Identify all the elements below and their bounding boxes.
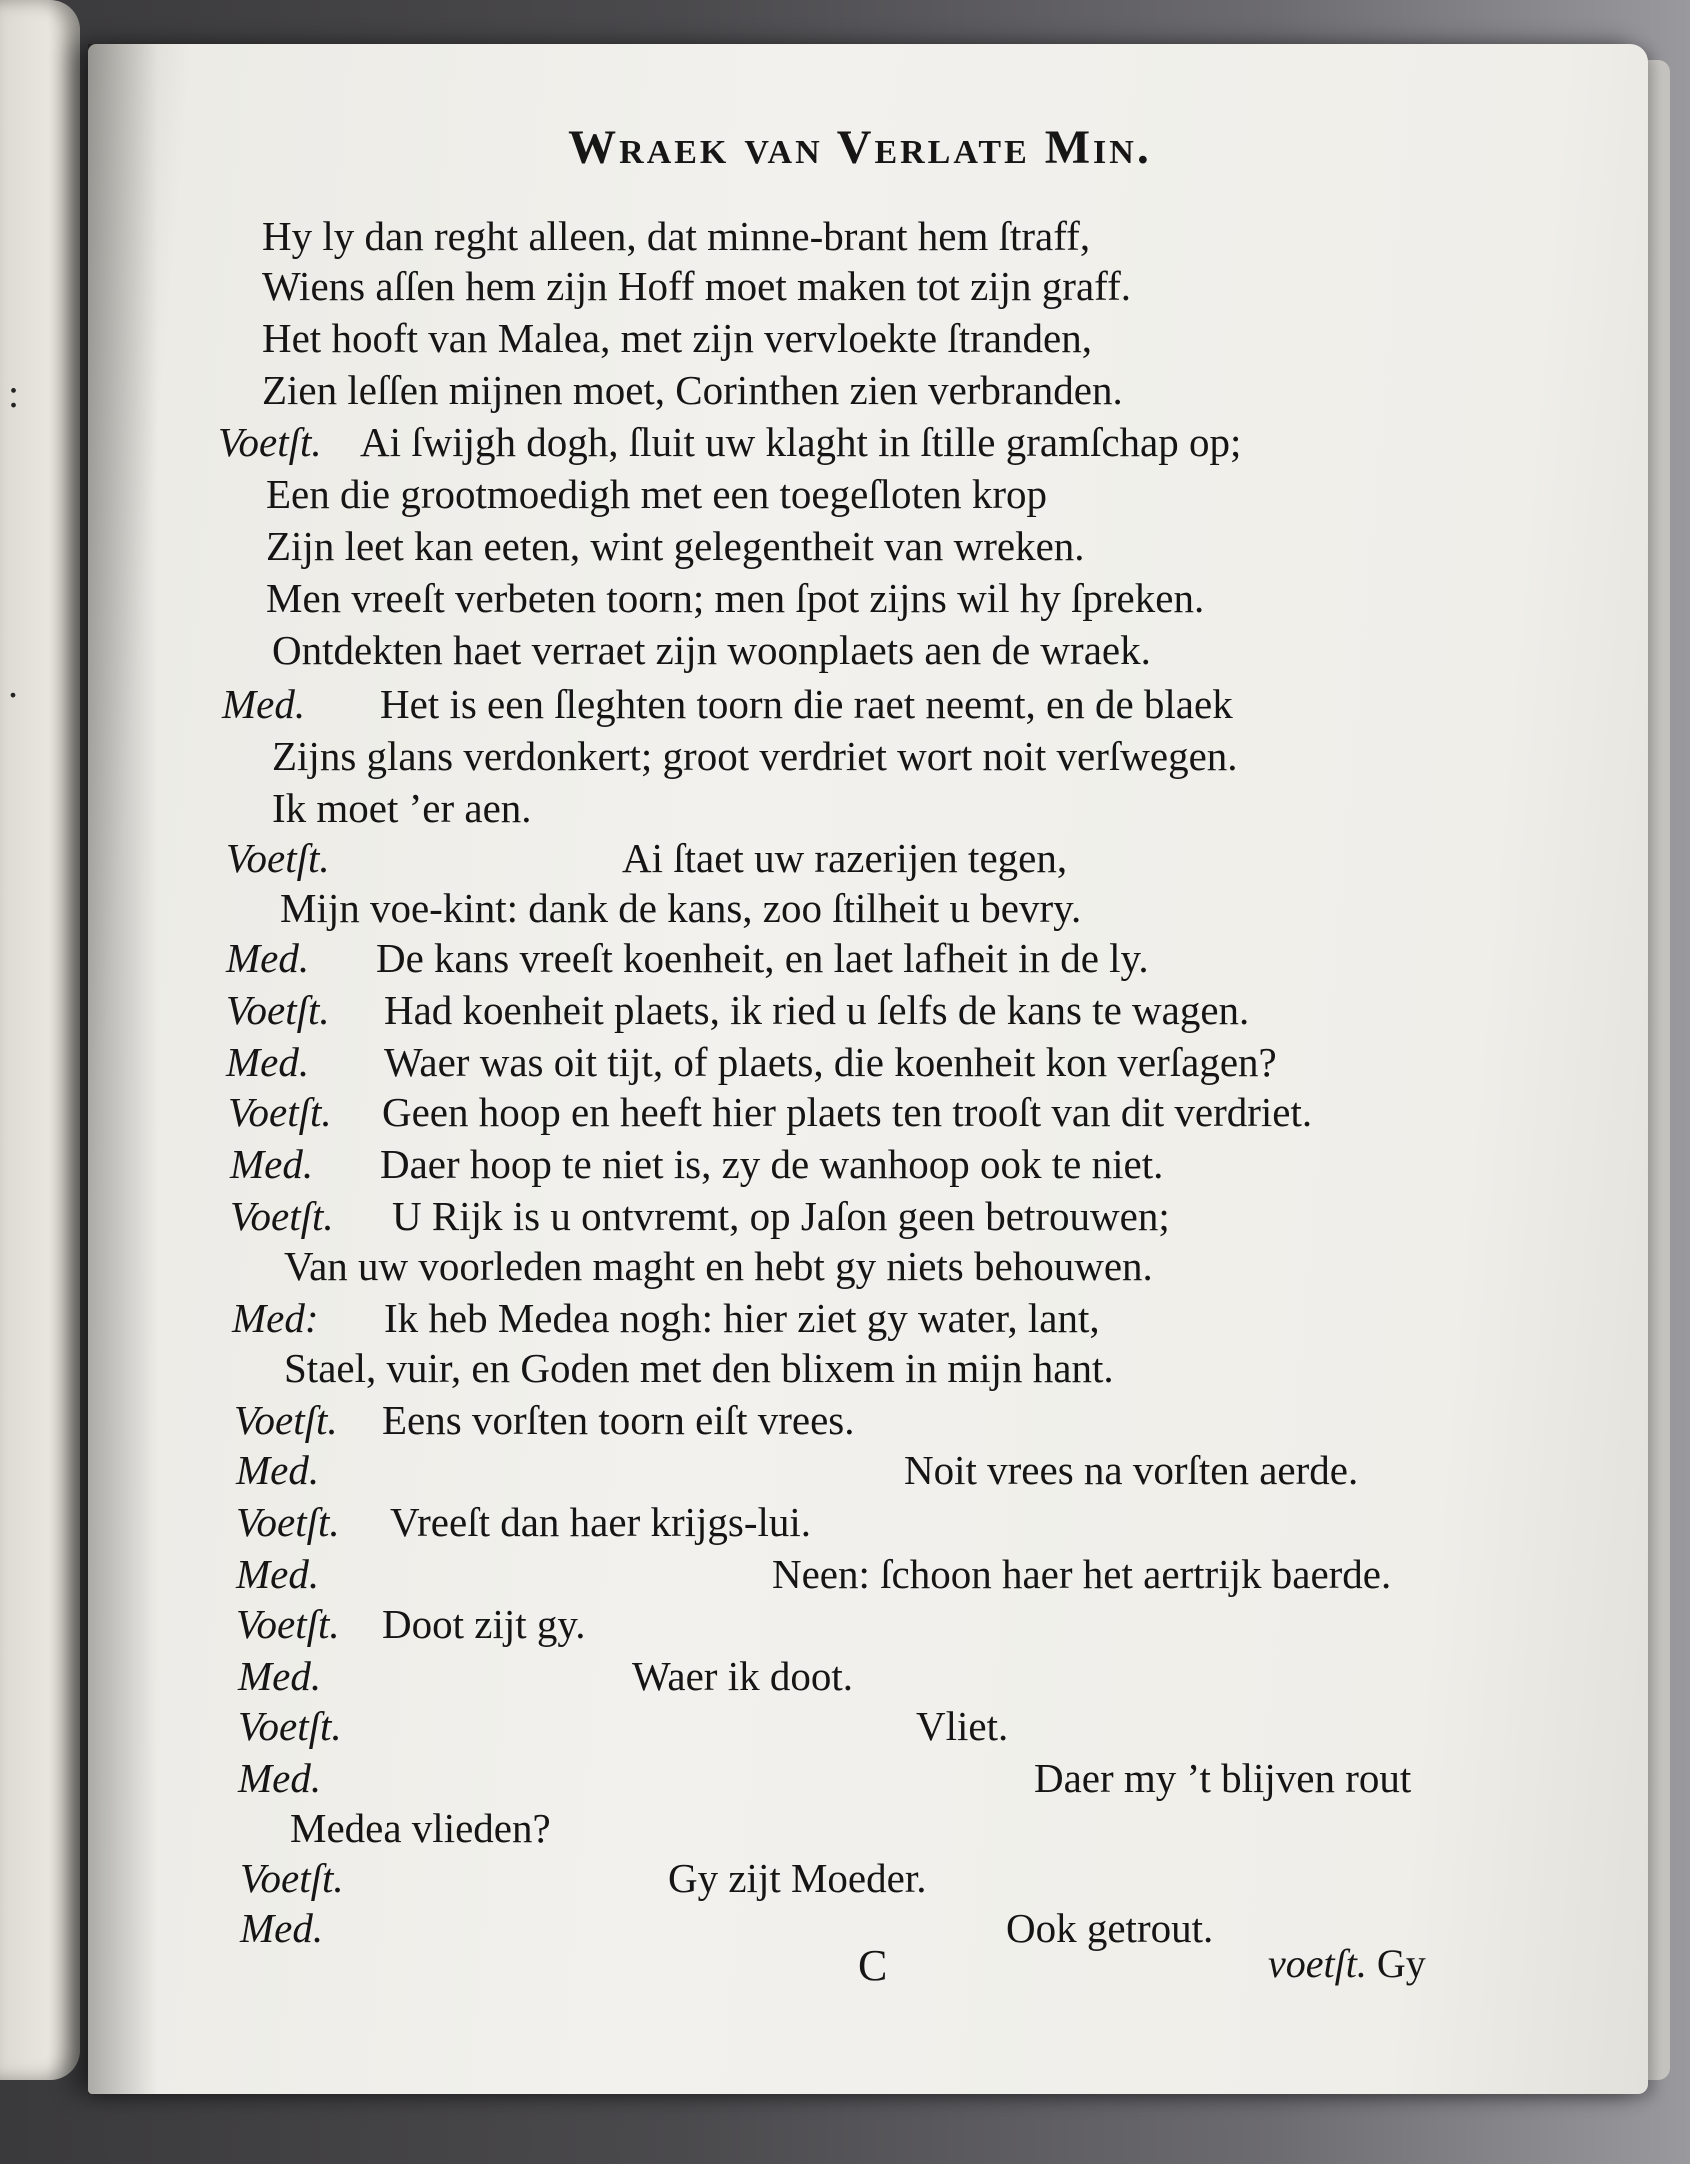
verse-text: Hy ly dan reght alleen, dat minne-brant hem ſtraff, <box>262 213 1091 259</box>
verse-text: Waer was oit tijt, of plaets, die koenheit kon verſagen? <box>384 1039 1277 1085</box>
verse-text: Zijns glans verdonkert; groot verdriet wort noit verſwegen. <box>272 733 1238 779</box>
speaker-label: Med. <box>226 1039 310 1085</box>
verse-text: Ai ſwijgh dogh, ſluit uw klaght in ſtille gramſchap op; <box>360 419 1242 465</box>
signature-mark: C <box>858 1941 888 1990</box>
verse-text: Mijn voe-kint: dank de kans, zoo ſtilheit u bevry. <box>280 885 1082 931</box>
speaker-label: Voetſt. <box>226 987 330 1033</box>
catchword-speaker: voetſt. <box>1268 1941 1367 1986</box>
verse-text: Zijn leet kan eeten, wint gelegentheit van wreken. <box>266 523 1085 569</box>
verse-text: Ai ſtaet uw razerijen tegen, <box>622 835 1068 881</box>
catchword <box>1268 1940 1426 1987</box>
verse-text: Het hooft van Malea, met zijn vervloekte ſtranden, <box>262 315 1092 361</box>
speaker-label: Med: <box>232 1295 319 1341</box>
speaker-label: Voetſt. <box>236 1601 340 1647</box>
verse-text: Daer my ’t blijven rout <box>1034 1755 1412 1801</box>
verse-text: Ontdekten haet verraet zijn woonplaets aen de wraek. <box>272 627 1151 673</box>
speaker-label: Voetſt. <box>218 419 322 465</box>
verse-text: Vliet. <box>916 1703 1009 1749</box>
verse-text: Medea vlieden? <box>290 1805 551 1851</box>
verse-text: U Rijk is u ontvremt, op Jaſon geen betrouwen; <box>392 1193 1170 1239</box>
verse-text: Gy zijt Moeder. <box>668 1855 927 1901</box>
previous-page-fragment: : <box>8 371 20 416</box>
speaker-label: Voetſt. <box>236 1499 340 1545</box>
verse-text: Het is een ſleghten toorn die raet neemt, en de blaek <box>380 681 1233 727</box>
verse-text: Had koenheit plaets, ik ried u ſelfs de kans te wagen. <box>384 987 1250 1033</box>
verse-text: Stael, vuir, en Goden met den blixem in mijn hant. <box>284 1345 1114 1391</box>
verse-text: Daer hoop te niet is, zy de wanhoop ook te niet. <box>380 1141 1164 1187</box>
verse-text: Ik heb Medea nogh: hier ziet gy water, lant, <box>384 1295 1100 1341</box>
verse-text: Noit vrees na vorſten aerde. <box>904 1447 1359 1493</box>
verse-text: Zien leſſen mijnen moet, Corinthen zien verbranden. <box>262 367 1123 413</box>
speaker-label: Med. <box>230 1141 314 1187</box>
verse-text: De kans vreeſt koenheit, en laet lafheit in de ly. <box>376 935 1149 981</box>
previous-page-fragment: . <box>8 661 18 706</box>
speaker-label: Voetſt. <box>228 1089 332 1135</box>
speaker-label: Voetſt. <box>226 835 330 881</box>
speaker-label: Med. <box>238 1755 322 1801</box>
speaker-label: Med. <box>236 1447 320 1493</box>
speaker-label: Med. <box>236 1551 320 1597</box>
speaker-label: Voetſt. <box>240 1855 344 1901</box>
verse-text: Vreeſt dan haer krijgs-lui. <box>390 1499 812 1545</box>
verse-text: Waer ik doot. <box>632 1653 853 1699</box>
previous-page-edge <box>0 0 80 2080</box>
speaker-label: Med. <box>240 1905 324 1951</box>
verse-text: Men vreeſt verbeten toorn; men ſpot zijns wil hy ſpreken. <box>266 575 1205 621</box>
verse-text: Een die grootmoedigh met een toegeſloten krop <box>266 471 1048 517</box>
verse-text: Ook getrout. <box>1006 1905 1214 1951</box>
verse-text: Ik moet ’er aen. <box>272 785 532 831</box>
verse-text: Neen: ſchoon haer het aertrijk baerde. <box>772 1551 1392 1597</box>
verse-text: Eens vorſten toorn eiſt vrees. <box>382 1397 855 1443</box>
verse-text: Van uw voorleden maght en hebt gy niets behouwen. <box>284 1243 1153 1289</box>
catchword-text: Gy <box>1376 1941 1426 1986</box>
verse-text: Geen hoop en heeft hier plaets ten trooſt van dit verdriet. <box>382 1089 1313 1135</box>
speaker-label: Voetſt. <box>238 1703 342 1749</box>
speaker-label: Med. <box>222 681 306 727</box>
speaker-label: Med. <box>238 1653 322 1699</box>
speaker-label: Med. <box>226 935 310 981</box>
running-head: Wraek van Verlate Min. <box>568 121 1152 174</box>
verse-text: Doot zijt gy. <box>382 1601 586 1647</box>
verse-text: Wiens aſſen hem zijn Hoff moet maken tot zijn graff. <box>262 263 1131 309</box>
speaker-label: Voetſt. <box>230 1193 334 1239</box>
speaker-label: Voetſt. <box>234 1397 338 1443</box>
